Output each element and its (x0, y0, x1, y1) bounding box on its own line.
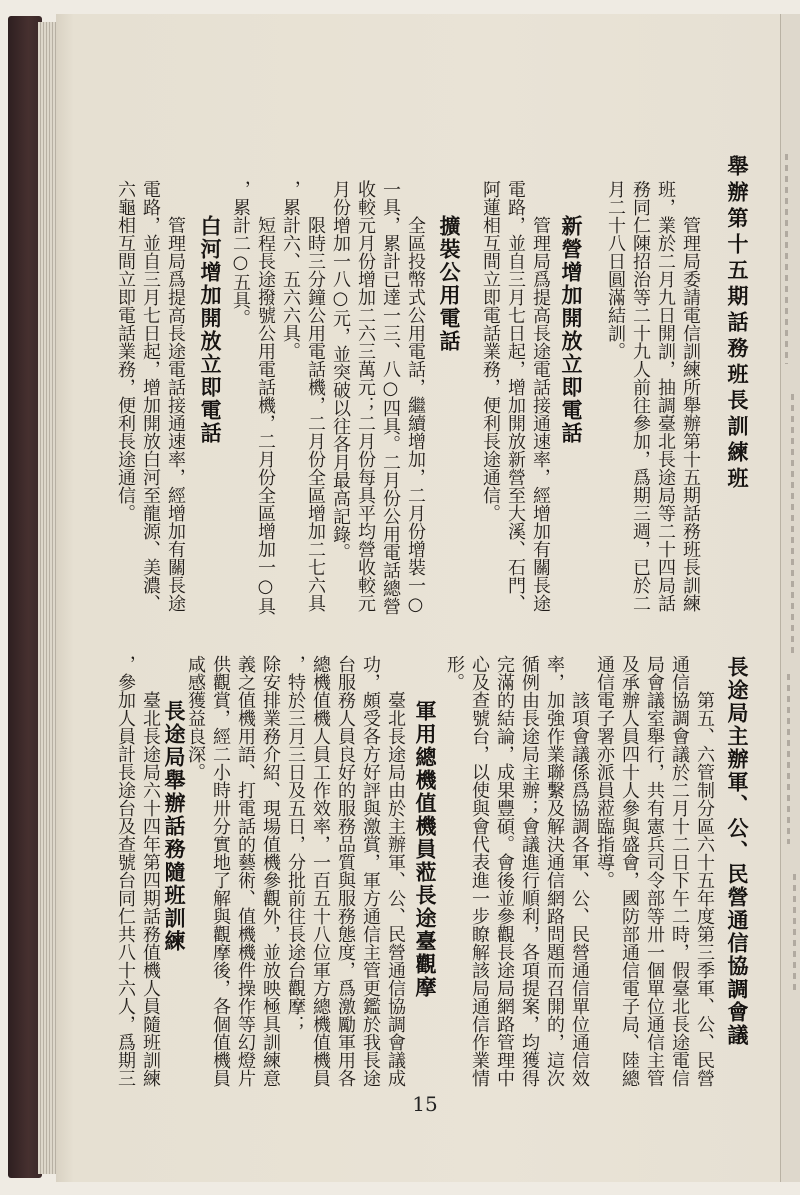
text-column: 形。 (444, 655, 465, 691)
text-column: 管理局爲提高長途電話接通速率，經增加有關長途 (165, 216, 186, 612)
text-column: 電路，並自三月七日起，增加開放白河至龍源、美濃、 (140, 180, 161, 612)
text-column: 循例由長途局主辦；會議進行順利，各項提案，均獲得 (519, 655, 540, 1087)
text-column: 通信協調會議於二月十二日下午二時，假臺北長途電信 (669, 655, 690, 1087)
section-heading: 長途局舉辦話務隨班訓練 (162, 700, 187, 953)
text-column: 收較元月份增加二六三萬元；二月份每具平均營收較元 (355, 180, 376, 612)
text-column: 功，頗受各方好評與激賞，軍方通信主管更鑑於我長途 (360, 655, 381, 1087)
section-heading: 擴裝公用電話 (437, 215, 462, 353)
bleed-through-mark (791, 394, 794, 654)
text-column: ，特於三月三日及五日，分批前往長途台觀摩； (285, 655, 306, 1033)
text-column: 心及查號台，以使與會代表進一步瞭解該局通信作業情 (469, 655, 490, 1087)
section-heading: 白河增加開放立即電話 (198, 215, 223, 445)
section-body (603, 180, 703, 612)
bleed-through-mark (793, 874, 796, 994)
text-column: 管理局爲提高長途電話接通速率，經增加有關長途 (530, 216, 551, 612)
text-column: 一具，累計已達一三、八○四具。二月份公用電話總營 (380, 180, 401, 615)
text-column: 限時三分鐘公用電話機，二月份全區增加二七六具 (305, 216, 326, 612)
section-body (183, 655, 408, 1087)
section-body (113, 180, 188, 612)
text-column: 月份增加一八○元，並突破以往各月最高記錄。 (330, 180, 351, 561)
section-body (442, 655, 717, 1087)
text-column: ，參加人員計長途台及查號台同仁共八十六人，爲期三 (115, 655, 136, 1087)
text-column: 義之值機用語、打電話的藝術、值機機件操作等幻燈片 (235, 655, 256, 1087)
text-column: 通信電子署亦派員蒞臨指導。 (594, 655, 615, 889)
text-column: 除安排業務介紹、現場值機參觀外，並放映極具訓練意 (260, 655, 281, 1087)
section-heading: 新營增加開放立即電話 (559, 215, 584, 445)
text-column: 臺北長途局由於主辦軍、公、民營通信協調會議成 (385, 691, 406, 1087)
section-heading: 舉辦第十五期話務班長訓練班 (725, 155, 750, 493)
text-column: 管理局委請電信訓練所舉辦第十五期話務班長訓練 (680, 216, 701, 612)
text-column: 咸感獲益良深。 (185, 655, 206, 781)
text-column: 及承辦人員四十人參與盛會，國防部通信電子局、陸總 (619, 655, 640, 1087)
text-column: 該項會議係爲協調各軍、公、民營通信單位通信效 (569, 691, 590, 1087)
text-column: 完滿的結論，成果豐碩。會後並參觀長途局網路管理中 (494, 655, 515, 1087)
text-column: 第五、六管制分區六十五年度第三季軍、公、民營 (694, 691, 715, 1087)
text-column: 阿蓮相互間立即電話業務，便利長途通信。 (480, 180, 501, 522)
next-page-edge (780, 14, 800, 1182)
bleed-through-mark (787, 674, 790, 844)
section-heading: 長途局主辦軍、公、民營通信協調會議 (725, 656, 750, 1047)
section-body (113, 655, 163, 1087)
section-heading: 軍用總機值機員蒞長途臺觀摩 (413, 700, 438, 999)
text-column: 臺北長途局六十四年第四期話務值機人員隨班訓練 (140, 691, 161, 1087)
text-column: 局會議室舉行，共有憲兵司令部等卅一個單位通信主管 (644, 655, 665, 1087)
text-column: 率，加強作業聯繫及解決通信網路問題而召開的，這次 (544, 655, 565, 1087)
section-body (478, 180, 553, 612)
book-cover (8, 16, 42, 1178)
section-body (228, 180, 428, 615)
text-column: 台服務人員良好的服務品質與服務態度，爲激勵軍用各 (335, 655, 356, 1087)
text-column: 班，業於二月九日開訓，抽調臺北長途局等二十四局話 (655, 180, 676, 612)
text-column: 月二十八日圓滿結訓。 (605, 180, 626, 360)
text-column: 務同仁陳招治等二十九人前往參加，爲期三週，已於二 (630, 180, 651, 612)
page-number: 15 (412, 1092, 438, 1116)
text-column: ，累計二○五具。 (230, 180, 251, 327)
text-column: 總機值機人員工作效率，一百五十八位軍方總機值機員 (310, 655, 331, 1087)
text-column: 供觀賞，經二小時卅分實地了解與觀摩後，各個值機員 (210, 655, 231, 1087)
text-column: 短程長途撥號公用電話機，二月份全區增加一○具 (255, 216, 276, 615)
text-column: 全區投幣式公用電話，繼續增加，二月份增裝一○ (405, 216, 426, 615)
bleed-through-mark (785, 154, 788, 364)
text-column: ，累計六、五六六具。 (280, 180, 301, 360)
text-column: 六龜相互間立即電話業務，便利長途通信。 (115, 180, 136, 522)
text-column: 電路，並自三月七日起，增加開放新營至大溪、石門、 (505, 180, 526, 612)
